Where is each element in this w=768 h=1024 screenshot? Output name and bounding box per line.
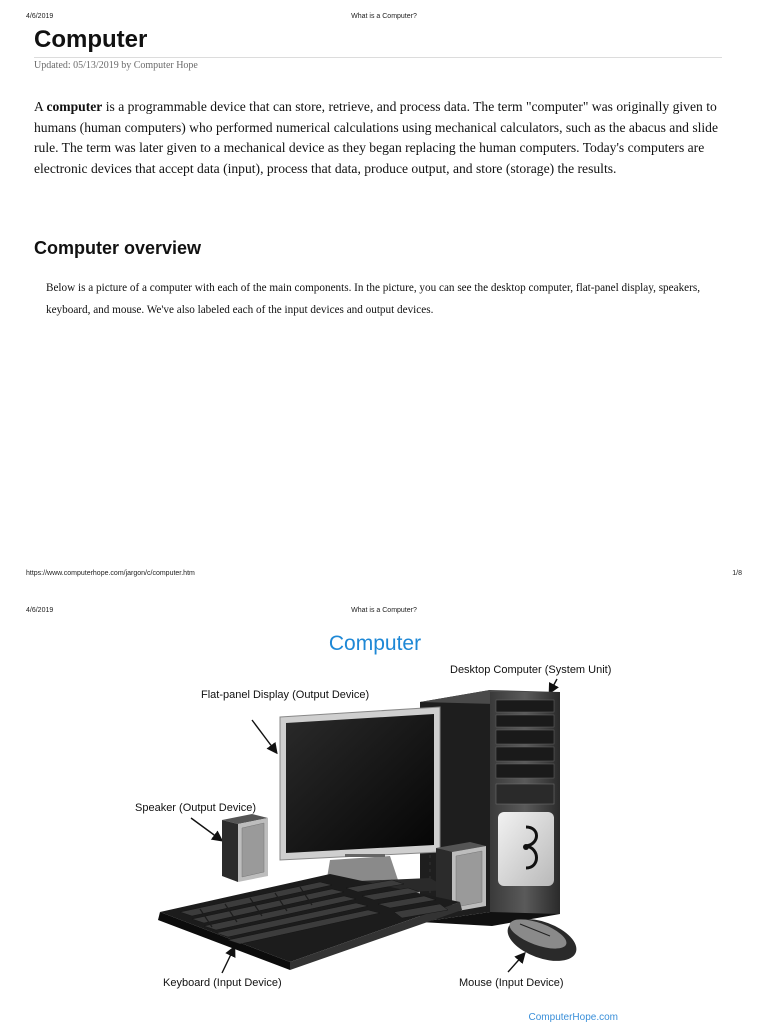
intro-bold-term: computer	[46, 99, 103, 114]
computer-components-figure	[130, 622, 650, 1024]
page-title: Computer	[34, 26, 148, 53]
print-doc-title: What is a Computer?	[351, 13, 417, 20]
arrow-keyboard	[222, 948, 234, 973]
arrow-display	[252, 720, 276, 752]
section-heading-overview: Computer overview	[34, 238, 202, 258]
print-page-number: 1/8	[732, 570, 742, 577]
arrow-speaker	[191, 818, 221, 840]
print-date: 4/6/2019	[26, 607, 54, 614]
arrow-mouse	[508, 954, 524, 972]
title-divider	[34, 57, 722, 58]
intro-text: is a programmable device that can store, retrieve, and process data. The term "computer" was originally given to humans (human computers) who performed numerical calculations using mechanical calculators, such as the abacus and slide rule. The term was later given to a mechanical device as they began replacing the human computers. Today's computers are electronic devices that accept data (input), process that data, produce output, and store (storage) the results.	[34, 99, 718, 176]
updated-byline: Updated: 05/13/2019 by Computer Hope	[34, 60, 198, 71]
intro-paragraph	[34, 97, 726, 179]
print-header-page-2	[0, 607, 768, 621]
print-footer-page-1	[0, 570, 768, 584]
arrow-desktop	[550, 679, 557, 692]
print-doc-title: What is a Computer?	[351, 607, 417, 614]
figure-title: Computer	[328, 632, 422, 655]
print-date: 4/6/2019	[26, 13, 54, 20]
speaker-left	[222, 814, 268, 882]
label-flat-panel-display: Flat-panel Display (Output Device)	[201, 689, 370, 701]
print-url: https://www.computerhope.com/jargon/c/computer.htm	[26, 570, 195, 577]
intro-prefix: A	[34, 99, 47, 114]
computer-illustration	[130, 622, 650, 1024]
label-keyboard: Keyboard (Input Device)	[163, 977, 282, 989]
label-desktop-computer: Desktop Computer (System Unit)	[450, 664, 612, 676]
print-header-page-1	[0, 13, 768, 27]
label-mouse: Mouse (Input Device)	[459, 977, 564, 989]
label-speaker: Speaker (Output Device)	[135, 802, 257, 814]
figure-watermark: ComputerHope.com	[528, 1012, 618, 1023]
overview-paragraph: Below is a picture of a computer with each of the main components. In the picture, you can see the desktop computer, flat-panel display, speakers, keyboard, and mouse. We've also labeled each of the input devices and output devices.	[46, 282, 701, 316]
